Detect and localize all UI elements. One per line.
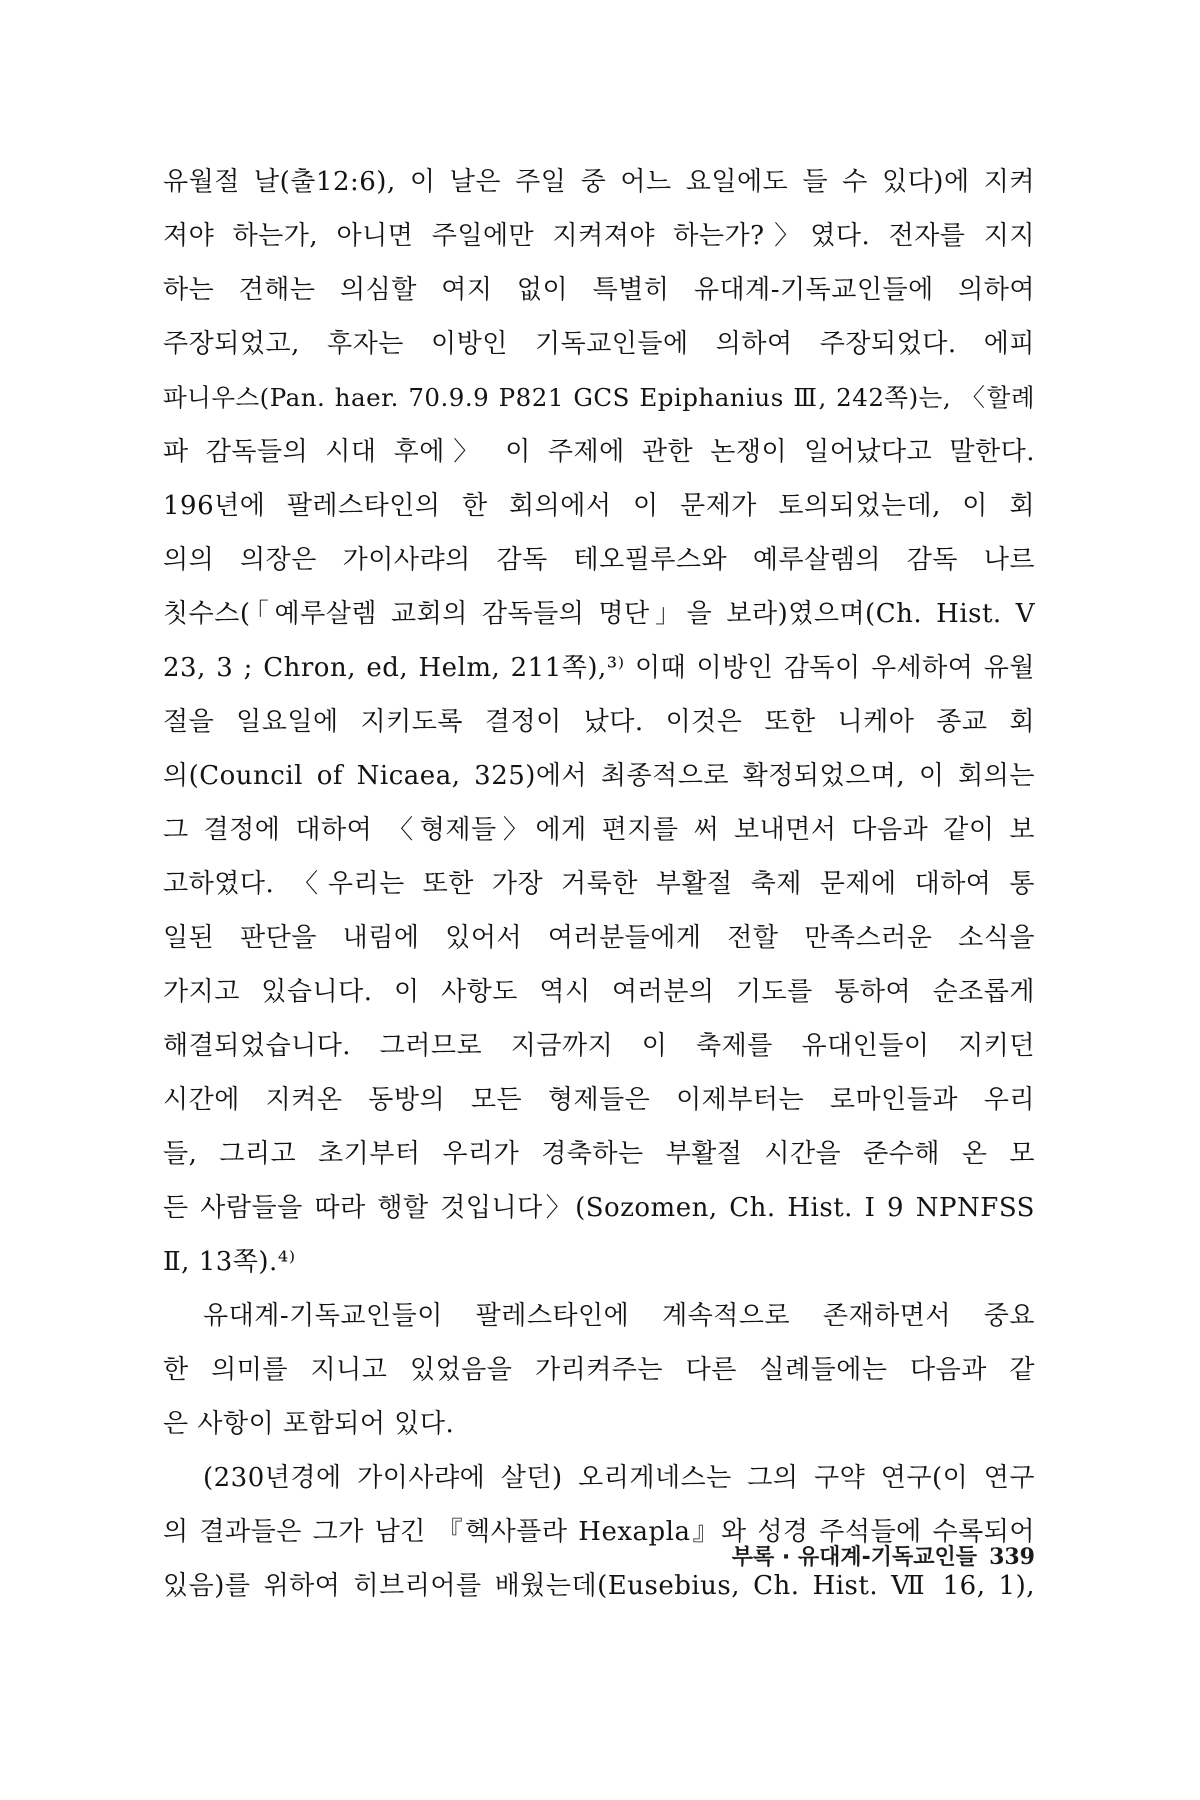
text-line: 23, 3 ; Chron, ed, Helm, 211쪽),³⁾ 이때 이방인 감독이 우세하여 유월 bbox=[163, 653, 1035, 683]
text-line: 절을 일요일에 지키도록 결정이 났다. 이것은 또한 니케아 종교 회 bbox=[163, 707, 1035, 737]
text-line: 한 의미를 지니고 있었음을 가리켜주는 다른 실례들에는 다음과 같 bbox=[163, 1355, 1035, 1385]
text-line: 의 결과들은 그가 남긴 『헥사플라 Hexapla』와 성경 주석들에 수록되어 bbox=[163, 1517, 1035, 1547]
text-line: 의의 의장은 가이사랴의 감독 테오필루스와 예루살렘의 감독 나르 bbox=[163, 545, 1035, 575]
text-line: 그 결정에 대하여 〈형제들〉에게 편지를 써 보내면서 다음과 같이 보 bbox=[163, 815, 1035, 845]
text-line: 시간에 지켜온 동방의 모든 형제들은 이제부터는 로마인들과 우리 bbox=[163, 1085, 1035, 1115]
text-line: 의(Council of Nicaea, 325)에서 최종적으로 확정되었으며, 이 회의는 bbox=[163, 761, 1035, 791]
page-number: 339 bbox=[989, 1544, 1035, 1570]
text-line: 져야 하는가, 아니면 주일에만 지켜져야 하는가?〉였다. 전자를 지지 bbox=[163, 221, 1035, 251]
text-line: 있음)를 위하여 히브리어를 배웠는데(Eusebius, Ch. Hist. Ⅶ 16, 1), bbox=[163, 1571, 1035, 1601]
text-line: 칫수스(「예루살렘 교회의 감독들의 명단」을 보라)였으며(Ch. Hist. V bbox=[163, 599, 1035, 629]
paragraph-2 bbox=[163, 1289, 1035, 1451]
text-line: 은 사항이 포함되어 있다. bbox=[163, 1409, 455, 1439]
paragraph-3 bbox=[163, 1451, 1035, 1613]
text-line: 해결되었습니다. 그러므로 지금까지 이 축제를 유대인들이 지키던 bbox=[163, 1031, 1035, 1061]
text-line: 일된 판단을 내림에 있어서 여러분들에게 전할 만족스러운 소식을 bbox=[163, 923, 1035, 953]
text-line: 주장되었고, 후자는 이방인 기독교인들에 의하여 주장되었다. 에피 bbox=[163, 329, 1035, 359]
text-line: 유대계-기독교인들이 팔레스타인에 계속적으로 존재하면서 중요 bbox=[203, 1301, 1035, 1331]
text-line: 하는 견해는 의심할 여지 없이 특별히 유대계-기독교인들에 의하여 bbox=[163, 275, 1035, 305]
paragraph-1 bbox=[163, 155, 1035, 1289]
text-line: 들, 그리고 초기부터 우리가 경축하는 부활절 시간을 준수해 온 모 bbox=[163, 1139, 1035, 1169]
running-title: 부록 · 유대계-기독교인들 bbox=[731, 1545, 978, 1570]
body-text bbox=[163, 155, 1035, 1613]
text-line: 든 사람들을 따라 행할 것입니다〉(Sozomen, Ch. Hist. I 9 NPNFSS bbox=[163, 1193, 1035, 1223]
text-line: 파 감독들의 시대 후에〉 이 주제에 관한 논쟁이 일어났다고 말한다. bbox=[163, 437, 1035, 467]
text-line: 196년에 팔레스타인의 한 회의에서 이 문제가 토의되었는데, 이 회 bbox=[163, 491, 1035, 521]
text-line: 고하였다. 〈우리는 또한 가장 거룩한 부활절 축제 문제에 대하여 통 bbox=[163, 869, 1035, 899]
text-line: Ⅱ, 13쪽).⁴⁾ bbox=[163, 1247, 296, 1277]
text-line: 유월절 날(출12:6), 이 날은 주일 중 어느 요일에도 들 수 있다)에 지켜 bbox=[163, 167, 1035, 197]
page-footer bbox=[660, 1540, 1035, 1571]
text-line: 가지고 있습니다. 이 사항도 역시 여러분의 기도를 통하여 순조롭게 bbox=[163, 977, 1035, 1007]
text-line: 파니우스(Pan. haer. 70.9.9 P821 GCS Epiphanius Ⅲ, 242쪽)는, 〈할례 bbox=[163, 383, 1035, 412]
text-line: (230년경에 가이사랴에 살던) 오리게네스는 그의 구약 연구(이 연구 bbox=[203, 1463, 1035, 1493]
